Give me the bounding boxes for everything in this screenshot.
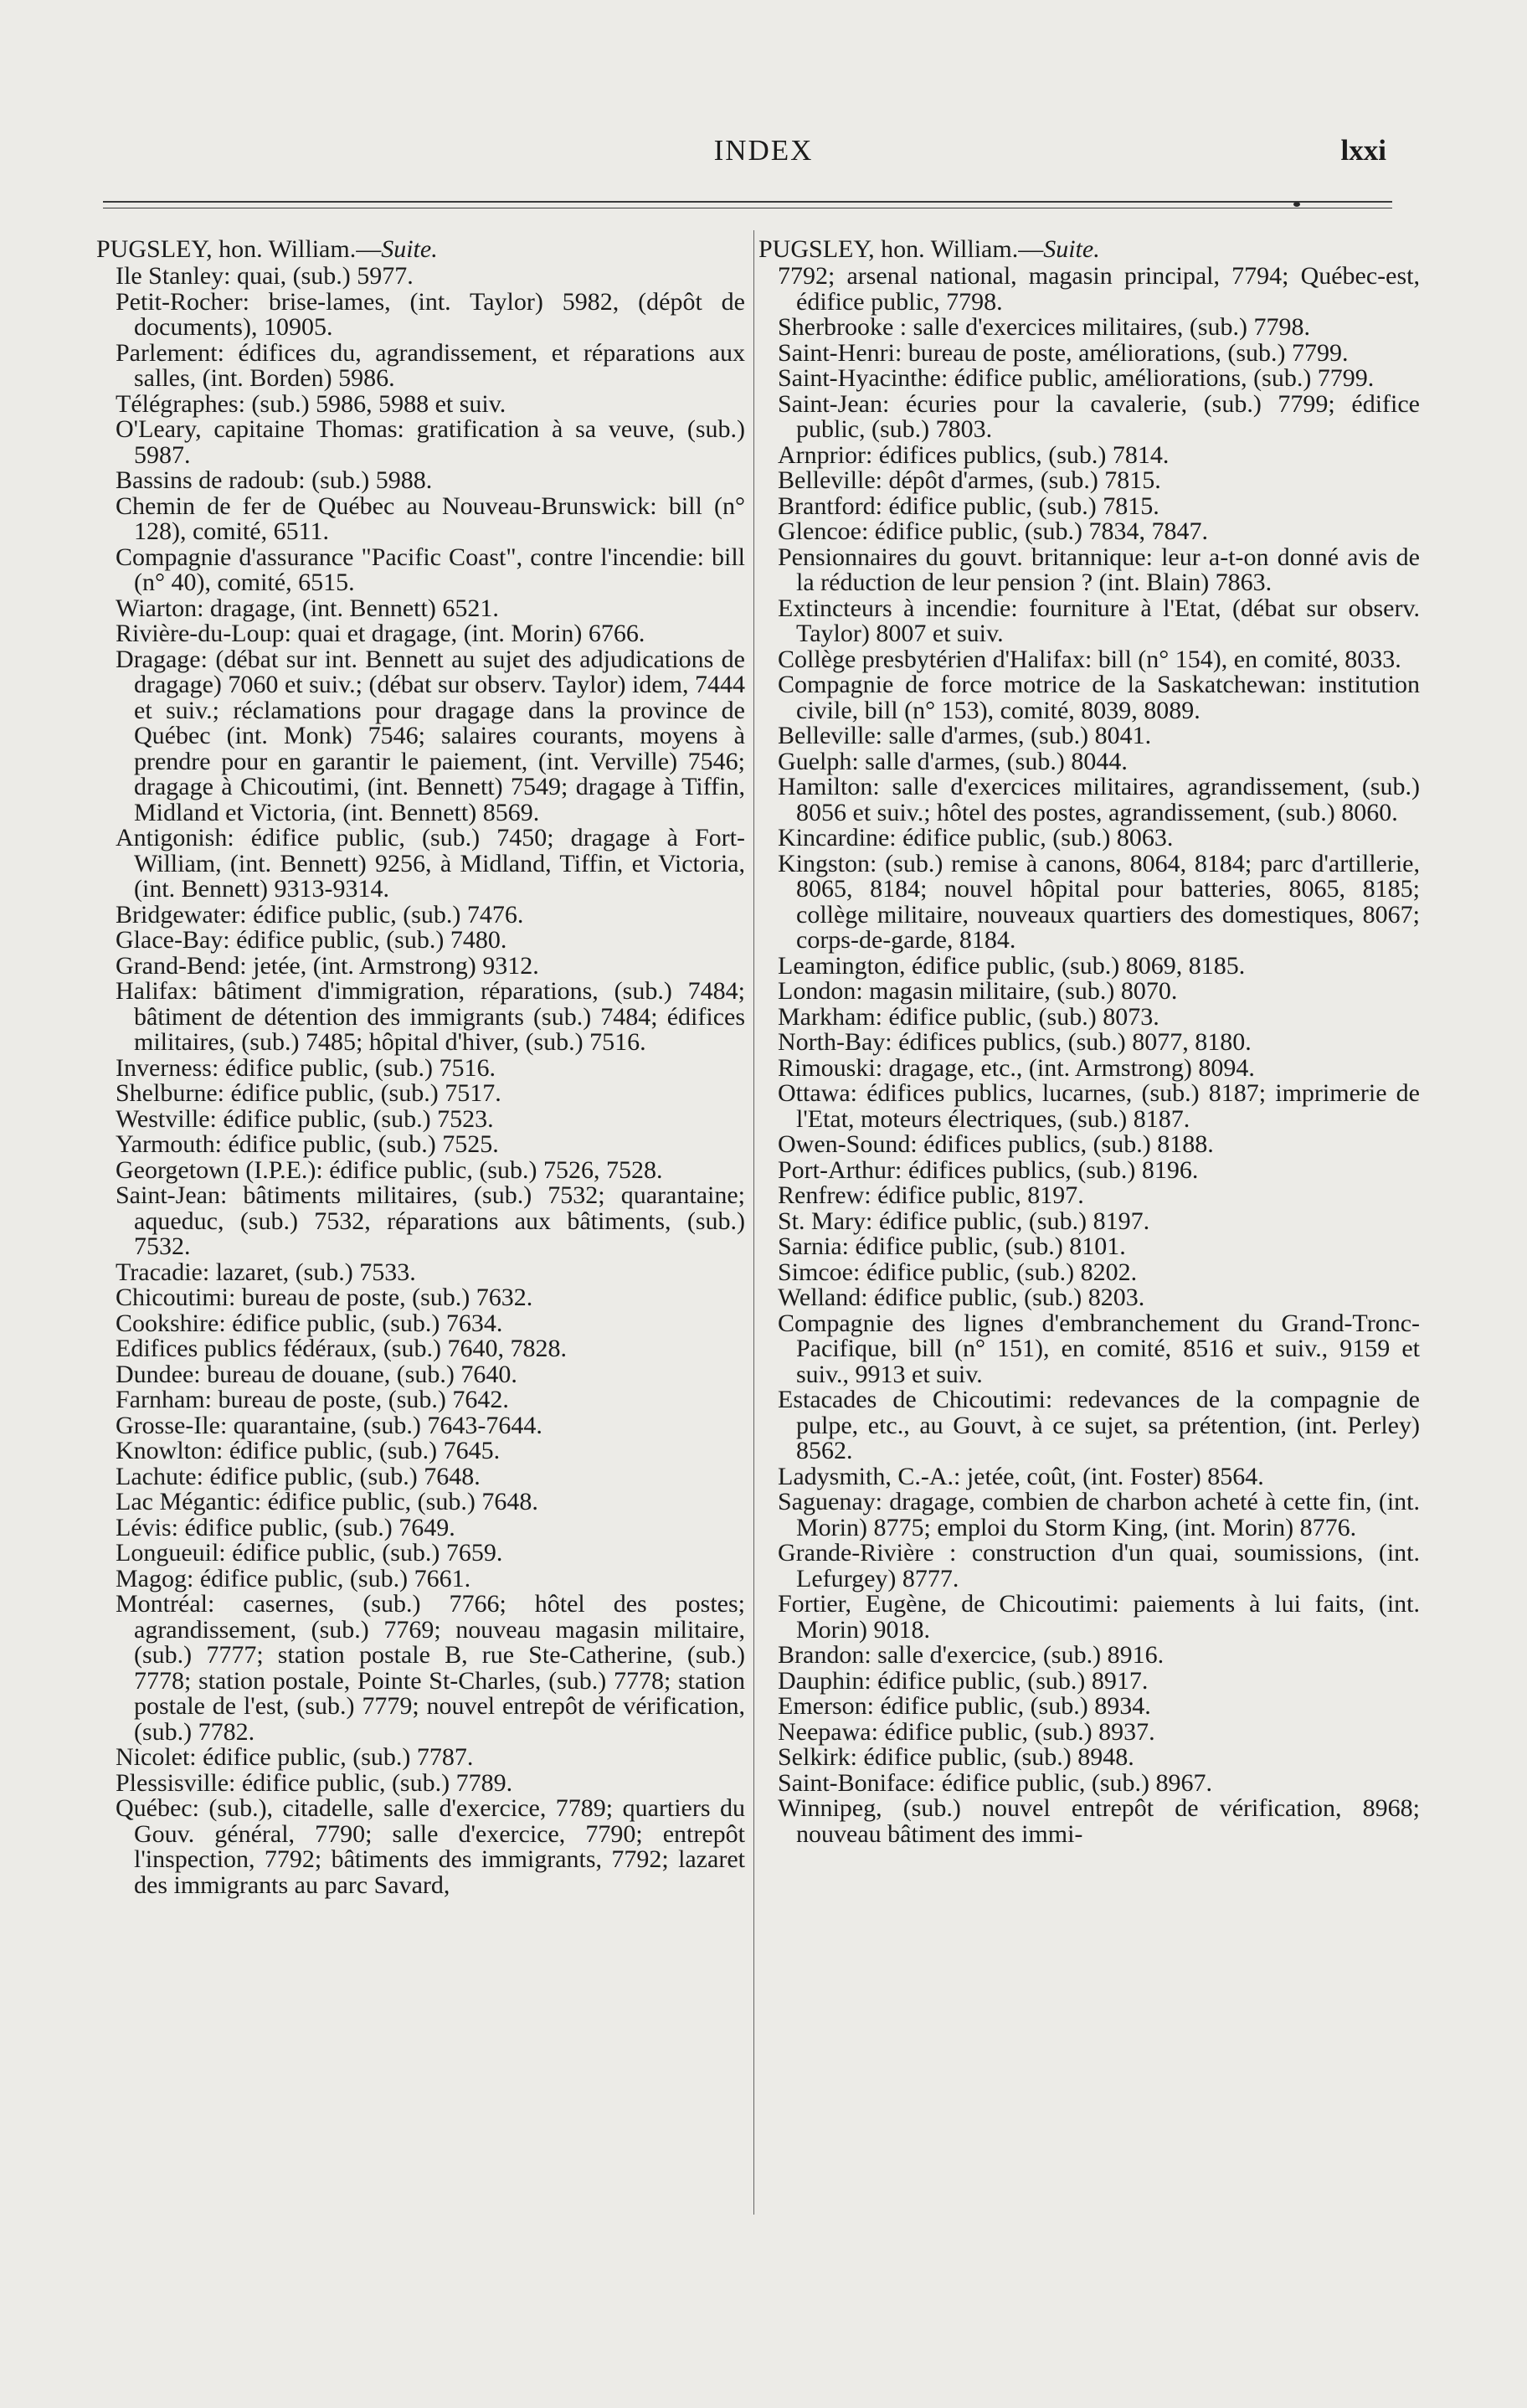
index-entry: Owen-Sound: édifices publics, (sub.) 8188. xyxy=(778,1130,1214,1158)
index-entry: Brandon: salle d'exercice, (sub.) 8916. xyxy=(778,1641,1165,1669)
index-entry: Dauphin: édifice public, (sub.) 8917. xyxy=(778,1666,1149,1695)
index-entry: Kingston: (sub.) remise à canons, 8064, 8184; parc d'artillerie, 8065, 8184; nouvel hôpital pour batteries, 8065, 8185; collège militaire, nouveaux quartiers des domestiques, 8067; corps-de-garde, 8184. xyxy=(778,849,1420,954)
index-entry: Antigonish: édifice public, (sub.) 7450; dragage à Fort-William, (int. Bennett) 9256, à Midland, Tiffin, et Victoria, (int. Bennett) 9313-9314. xyxy=(116,824,745,903)
index-entry: Shelburne: édifice public, (sub.) 7517. xyxy=(116,1079,501,1107)
index-entry: Wiarton: dragage, (int. Bennett) 6521. xyxy=(116,594,499,622)
index-entry: Welland: édifice public, (sub.) 8203. xyxy=(778,1284,1145,1311)
index-entry: Ottawa: édifices publics, lucarnes, (sub.) 8187; imprimerie de l'Etat, moteurs électriques, (sub.) 8187. xyxy=(778,1079,1420,1133)
index-entry: Saint-Hyacinthe: édifice public, améliorations, (sub.) 7799. xyxy=(778,364,1375,392)
index-entry: Saguenay: dragage, combien de charbon acheté à cette fin, (int. Morin) 8775; emploi du Storm King, (int. Morin) 8776. xyxy=(778,1488,1420,1541)
index-entry: Rimouski: dragage, etc., (int. Armstrong) 8094. xyxy=(778,1053,1255,1082)
index-entry: Kincardine: édifice public, (sub.) 8063. xyxy=(778,824,1174,852)
index-entry: Glencoe: édifice public, (sub.) 7834, 7847. xyxy=(778,517,1209,545)
index-entry: Grosse-Ile: quarantaine, (sub.) 7643-7644. xyxy=(116,1411,542,1439)
index-entry: Cookshire: édifice public, (sub.) 7634. xyxy=(116,1309,503,1337)
index-entry: Georgetown (I.P.E.): édifice public, (sub.) 7526, 7528. xyxy=(116,1155,663,1184)
index-entry: Saint-Jean: écuries pour la cavalerie, (sub.) 7799; édifice public, (sub.) 7803. xyxy=(778,389,1420,443)
page-title: INDEX xyxy=(713,134,814,167)
index-entry: Grande-Rivière : construction d'un quai, soumissions, (int. Lefurgey) 8777. xyxy=(778,1539,1420,1592)
index-entry: Yarmouth: édifice public, (sub.) 7525. xyxy=(116,1130,499,1158)
index-entry: O'Leary, capitaine Thomas: gratification à sa veuve, (sub.) 5987. xyxy=(116,415,745,469)
index-entry: Glace-Bay: édifice public, (sub.) 7480. xyxy=(116,926,507,954)
index-entry: Québec: (sub.), citadelle, salle d'exercice, 7789; quartiers du Gouv. général, 7790; salle d'exercice, 7790; entrepôt l'inspection, 7792; bâtiments des immigrants, 7792; lazaret des immigrants au parc Savard, xyxy=(116,1794,745,1899)
right-entry-list xyxy=(758,264,1420,1847)
index-entry: Parlement: édifices du, agrandissement, et réparations aux salles, (int. Borden) 5986. xyxy=(116,338,745,392)
left-entry-list xyxy=(96,264,745,1898)
index-entry: Collège presbytérien d'Halifax: bill (n° 154), en comité, 8033. xyxy=(778,645,1401,673)
index-entry: Leamington, édifice public, (sub.) 8069, 8185. xyxy=(778,951,1246,980)
index-entry: Petit-Rocher: brise-lames, (int. Taylor) 5982, (dépôt de documents), 10905. xyxy=(116,287,745,341)
index-entry: Bridgewater: édifice public, (sub.) 7476. xyxy=(116,900,524,929)
index-entry: Neepawa: édifice public, (sub.) 8937. xyxy=(778,1717,1155,1746)
index-entry: Chemin de fer de Québec au Nouveau-Brunswick: bill (n° 128), comité, 6511. xyxy=(116,491,745,545)
index-entry: Markham: édifice public, (sub.) 8073. xyxy=(778,1002,1159,1031)
index-entry: Fortier, Eugène, de Chicoutimi: paiements à lui faits, (int. Morin) 9018. xyxy=(778,1590,1420,1644)
index-entry: Saint-Henri: bureau de poste, améliorations, (sub.) 7799. xyxy=(778,338,1349,367)
heading-name: PUGSLEY, hon. William. xyxy=(758,235,1019,263)
index-entry: Ladysmith, C.-A.: jetée, coût, (int. Foster) 8564. xyxy=(778,1462,1264,1490)
heading-suite: Suite. xyxy=(1043,235,1100,263)
index-entry: Longueuil: édifice public, (sub.) 7659. xyxy=(116,1539,503,1567)
heading-suite: Suite. xyxy=(381,235,438,263)
index-entry: Estacades de Chicoutimi: redevances de la compagnie de pulpe, etc., au Gouvt, à ce sujet, sa prétention, (int. Perley) 8562. xyxy=(778,1386,1420,1464)
index-entry: Dundee: bureau de douane, (sub.) 7640. xyxy=(116,1360,517,1388)
index-entry: Saint-Boniface: édifice public, (sub.) 8967. xyxy=(778,1768,1213,1797)
index-entry: Ile Stanley: quai, (sub.) 5977. xyxy=(116,262,414,290)
index-entry: Guelph: salle d'armes, (sub.) 8044. xyxy=(778,747,1128,775)
index-entry: Lac Mégantic: édifice public, (sub.) 7648. xyxy=(116,1488,538,1515)
left-column xyxy=(96,236,745,1898)
index-entry: Westville: édifice public, (sub.) 7523. xyxy=(116,1104,494,1133)
index-entry: St. Mary: édifice public, (sub.) 8197. xyxy=(778,1207,1150,1235)
index-entry: Pensionnaires du gouvt. britannique: leur a-t-on donné avis de la réduction de leur pension ? (int. Blain) 7863. xyxy=(778,543,1420,596)
index-entry: Farnham: bureau de poste, (sub.) 7642. xyxy=(116,1386,509,1413)
index-entry: Sarnia: édifice public, (sub.) 8101. xyxy=(778,1232,1126,1260)
index-entry: North-Bay: édifices publics, (sub.) 8077, 8180. xyxy=(778,1028,1252,1056)
rule-ornament xyxy=(1293,202,1300,207)
index-entry: Winnipeg, (sub.) nouvel entrepôt de vérification, 8968; nouveau bâtiment des immi- xyxy=(778,1794,1420,1848)
index-entry: Knowlton: édifice public, (sub.) 7645. xyxy=(116,1437,501,1464)
left-column-heading: PUGSLEY, hon. William.—Suite. xyxy=(96,235,438,263)
index-entry: Belleville: dépôt d'armes, (sub.) 7815. xyxy=(778,466,1161,494)
index-entry: Compagnie des lignes d'embranchement du Grand-Tronc-Pacifique, bill (n° 151), en comité, 8516 et suiv., 9159 et suiv., 9913 et suiv. xyxy=(778,1309,1420,1388)
heading-name: PUGSLEY, hon. William. xyxy=(96,235,357,263)
index-entry: Nicolet: édifice public, (sub.) 7787. xyxy=(116,1743,474,1771)
index-entry: Plessisville: édifice public, (sub.) 7789. xyxy=(116,1768,513,1797)
index-entry: Sherbrooke : salle d'exercices militaires, (sub.) 7798. xyxy=(778,313,1311,341)
index-entry: Lachute: édifice public, (sub.) 7648. xyxy=(116,1462,481,1490)
index-entry: Emerson: édifice public, (sub.) 8934. xyxy=(778,1692,1151,1720)
index-entry: Simcoe: édifice public, (sub.) 8202. xyxy=(778,1258,1138,1286)
index-entry: Port-Arthur: édifices publics, (sub.) 8196. xyxy=(778,1155,1199,1184)
index-entry: Rivière-du-Loup: quai et dragage, (int. Morin) 6766. xyxy=(116,620,645,647)
index-entry: Chicoutimi: bureau de poste, (sub.) 7632. xyxy=(116,1284,533,1311)
index-entry: Edifices publics fédéraux, (sub.) 7640, 7828. xyxy=(116,1335,568,1362)
index-entry: Arnprior: édifices publics, (sub.) 7814. xyxy=(778,440,1170,469)
index-entry: Extincteurs à incendie: fourniture à l'Etat, (débat sur observ. Taylor) 8007 et suiv. xyxy=(778,594,1420,647)
index-entry: Belleville: salle d'armes, (sub.) 8041. xyxy=(778,722,1152,749)
index-entry: Hamilton: salle d'exercices militaires, agrandissement, (sub.) 8056 et suiv.; hôtel des postes, agrandissement, (sub.) 8060. xyxy=(778,773,1420,826)
index-entry: Montréal: casernes, (sub.) 7766; hôtel des postes; agrandissement, (sub.) 7769; nouveau magasin militaire, (sub.) 7777; station postale B, rue Ste-Catherine, (sub.) 7778; station postale, Pointe St-Charles, (sub.) 7778; station postale de l'est, (sub.) 7779; nouvel entrepôt de vérification, (sub.) 7782. xyxy=(116,1590,745,1746)
index-entry: Compagnie d'assurance "Pacific Coast", contre l'incendie: bill (n° 40), comité, 6515. xyxy=(116,543,745,596)
right-column xyxy=(758,236,1420,1847)
index-entry: Télégraphes: (sub.) 5986, 5988 et suiv. xyxy=(116,389,506,418)
index-entry: Selkirk: édifice public, (sub.) 8948. xyxy=(778,1743,1134,1771)
index-entry: London: magasin militaire, (sub.) 8070. xyxy=(778,977,1178,1005)
index-entry: Inverness: édifice public, (sub.) 7516. xyxy=(116,1053,496,1082)
index-entry: Renfrew: édifice public, 8197. xyxy=(778,1181,1084,1209)
right-column-heading: PUGSLEY, hon. William.—Suite. xyxy=(758,235,1100,263)
index-entry: Compagnie de force motrice de la Saskatchewan: institution civile, bill (n° 153), comité, 8039, 8089. xyxy=(778,671,1420,724)
index-entry: Lévis: édifice public, (sub.) 7649. xyxy=(116,1513,455,1541)
index-entry: Magog: édifice public, (sub.) 7661. xyxy=(116,1564,471,1592)
index-entry: Bassins de radoub: (sub.) 5988. xyxy=(116,466,433,494)
index-entry: Halifax: bâtiment d'immigration, réparations, (sub.) 7484; bâtiment de détention des immigrants (sub.) 7484; édifices militaires, (sub.) 7485; hôpital d'hiver, (sub.) 7516. xyxy=(116,977,745,1056)
index-entry: Grand-Bend: jetée, (int. Armstrong) 9312. xyxy=(116,951,539,980)
index-entry: 7792; arsenal national, magasin principal, 7794; Québec-est, édifice public, 7798. xyxy=(778,262,1420,316)
page-number: lxxi xyxy=(1340,134,1386,167)
index-entry: Tracadie: lazaret, (sub.) 7533. xyxy=(116,1258,416,1286)
index-entry: Brantford: édifice public, (sub.) 7815. xyxy=(778,491,1159,520)
index-entry: Dragage: (débat sur int. Bennett au sujet des adjudications de dragage) 7060 et suiv.; (débat sur observ. Taylor) idem, 7444 et suiv.; réclamations pour dragage dans la province de Québec (int. Monk) 7546; salaires courants, moyens à prendre pour en garantir le paiement, (int. Verville) 7546; dragage à Chicoutimi, (int. Bennett) 7549; dragage à Tiffin, Midland et Victoria, (int. Bennett) 8569. xyxy=(116,645,745,826)
header-rule xyxy=(103,201,1392,203)
column-divider xyxy=(753,230,754,2215)
index-entry: Saint-Jean: bâtiments militaires, (sub.) 7532; quarantaine; aqueduc, (sub.) 7532, réparations aux bâtiments, (sub.) 7532. xyxy=(116,1181,745,1260)
